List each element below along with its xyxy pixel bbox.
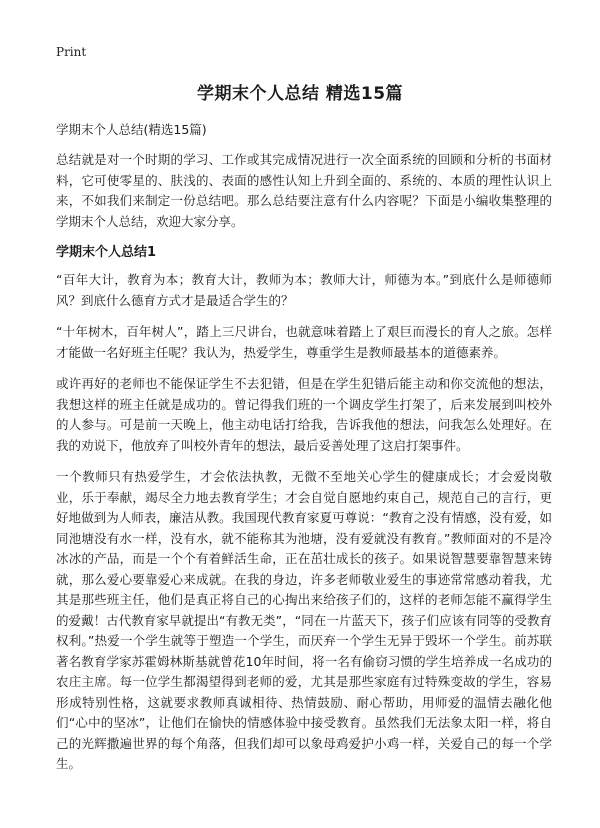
body-paragraph: 一个教师只有热爱学生，才会依法执教，无微不至地关心学生的健康成长；才会爱岗敬业，乐于奉献，竭尽全力地去教育学生；才会自觉自愿地约束自己，规范自己的言行，更好地做到为人师表，廉洁从教。我国现代教育家夏丏尊说：“教育之没有情感，没有爱，如同池塘没有水一样，没有水，就不能称其为池塘，没有爱就没有教育。”教师面对的不是冷冰冰的产品，而是一个个有着鲜活生命，正在茁壮成长的孩子。如果说智慧要靠智慧来铸就，那么爱心要靠爱心来成就。在我的身边，许多老师敬业爱生的事迹常常感动着我，尤其是那些班主任，他们是真正将自己的心掏出来给孩子们的，这样的老师怎能不赢得学生的爱戴！古代教育家早就提出“有教无类”，“同在一片蓝天下，孩子们应该有同等的受教育权利。”热爱一个学生就等于塑造一个学生，而厌弃一个学生无异于毁坏一个学生。前苏联著名教育学家苏霍姆林斯基就曾花10年时间，将一名有偷窃习惯的学生培养成一名成功的农庄主席。每一位学生都渴望得到老师的爱，尤其是那些家庭有过特殊变故的学生，容易形成特别性格，这就要求教师真诚相待、热情鼓励、耐心帮助，用师爱的温情去融化他们“心中的坚冰”，让他们在愉快的情感体验中接受教育。虽然我们无法象太阳一样，将自己的光辉撒遍世界的每个角落，但我们却可以象母鸡爱护小鸡一样，关爱自己的每一个学生。 [56, 469, 552, 771]
document-subtitle: 学期末个人总结(精选15篇) [56, 122, 207, 137]
body-paragraph: “百年大计，教育为本；教育大计，教师为本；教师大计，师德为本。”到底什么是师德师风？到底什么德育方式才是最适合学生的？ [56, 272, 552, 308]
article-body [56, 150, 552, 786]
print-link[interactable]: Print [56, 45, 87, 59]
intro-paragraph: 总结就是对一个时期的学习、工作或其完成情况进行一次全面系统的回顾和分析的书面材料，它可使零星的、肤浅的、表面的感性认知上升到全面的、系统的、本质的理性认识上来，不如我们来制定一份总结吧。那么总结要注意有什么内容呢？下面是小编收集整理的学期末个人总结，欢迎大家分享。 [56, 152, 552, 229]
section-heading: 学期末个人总结1 [56, 245, 157, 260]
body-paragraph: “十年树木，百年树人”，踏上三尺讲台，也就意味着踏上了艰巨而漫长的育人之旅。怎样才能做一名好班主任呢？我认为，热爱学生，尊重学生是教师最基本的道德素养。 [56, 324, 552, 360]
page-title: 学期末个人总结 精选15篇 [196, 84, 404, 104]
body-paragraph: 或许再好的老师也不能保证学生不去犯错，但是在学生犯错后能主动和你交流他的想法，我想这样的班主任就是成功的。曾记得我们班的一个调皮学生打架了，后来发展到叫校外的人参与。可是前一天晚上，他主动电话打给我，告诉我他的想法，问我怎么处理好。在我的劝说下，他放弃了叫校外青年的想法，最后妥善处理了这启打架事件。 [56, 376, 552, 453]
